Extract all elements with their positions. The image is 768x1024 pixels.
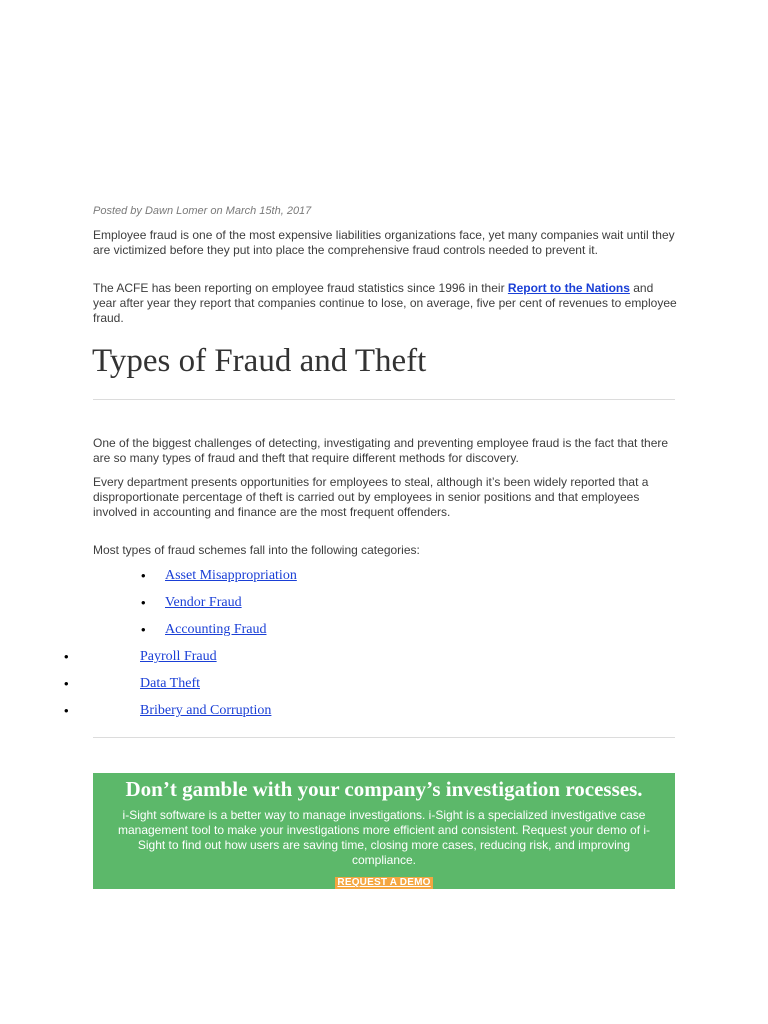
section-paragraph-3: Most types of fraud schemes fall into the following categories: [93,543,420,557]
list-item [64,675,200,693]
report-to-the-nations-link[interactable]: Report to the Nations [507,281,630,295]
category-link-payroll-fraud[interactable]: Payroll Fraud [140,649,217,664]
intro-paragraph-1: Employee fraud is one of the most expensive liabilities organizations face, yet many companies wait until they are victimized before they put into place the comprehensive fraud controls needed to prevent it. [93,228,675,257]
bullet-icon: • [141,595,146,610]
category-link-bribery-and-corruption[interactable]: Bribery and Corruption [140,703,272,718]
section-paragraph-2: Every department presents opportunities for employees to steal, although it’s been widely reported that a disproportionate percentage of theft is carried out by employees in senior positions and that employees involved in accounting and finance are the most frequent offenders. [93,475,649,519]
bullet-icon: • [64,703,69,718]
demo-cta-banner [93,773,675,889]
bullet-icon: • [141,622,146,637]
bullet-icon: • [64,676,69,691]
bullet-icon: • [141,568,146,583]
section-heading: Types of Fraud and Theft [92,343,427,379]
category-link-data-theft[interactable]: Data Theft [140,676,200,691]
list-item [64,648,217,666]
cta-title: Don’t gamble with your company’s investigation rocesses. [125,777,643,801]
bullet-icon: • [64,649,69,664]
section-paragraph-1: One of the biggest challenges of detecting, investigating and preventing employee fraud is the fact that there are so many types of fraud and theft that require different methods for discovery. [93,436,669,465]
list-item [141,594,242,612]
intro-paragraph-2-start: The ACFE has been reporting on employee fraud statistics since 1996 in their [93,281,508,295]
divider [93,399,675,400]
list-item [141,621,267,639]
cta-body: i-Sight software is a better way to manage investigations. i-Sight is a specialized investigative case management tool to make your investigations more efficient and consistent. Request your demo of i-Sight to find out how users are saving time, closing more cases, reducing risk, and improving compliance. [117,808,651,867]
post-byline: Posted by Dawn Lomer on March 15th, 2017 [93,205,312,217]
category-link-asset-misappropriation[interactable]: Asset Misappropriation [165,568,297,583]
category-link-vendor-fraud[interactable]: Vendor Fraud [165,595,242,610]
list-item [141,567,297,585]
intro-paragraph-2 [93,281,677,326]
request-demo-button[interactable]: REQUEST A DEMO [337,877,431,888]
list-item [64,702,272,720]
category-link-accounting-fraud[interactable]: Accounting Fraud [165,622,267,637]
intro-paragraph-2-end: and year after year they report that companies continue to lose, on average, five per cent of revenues to employee fraud. [93,281,677,325]
divider [93,737,675,738]
